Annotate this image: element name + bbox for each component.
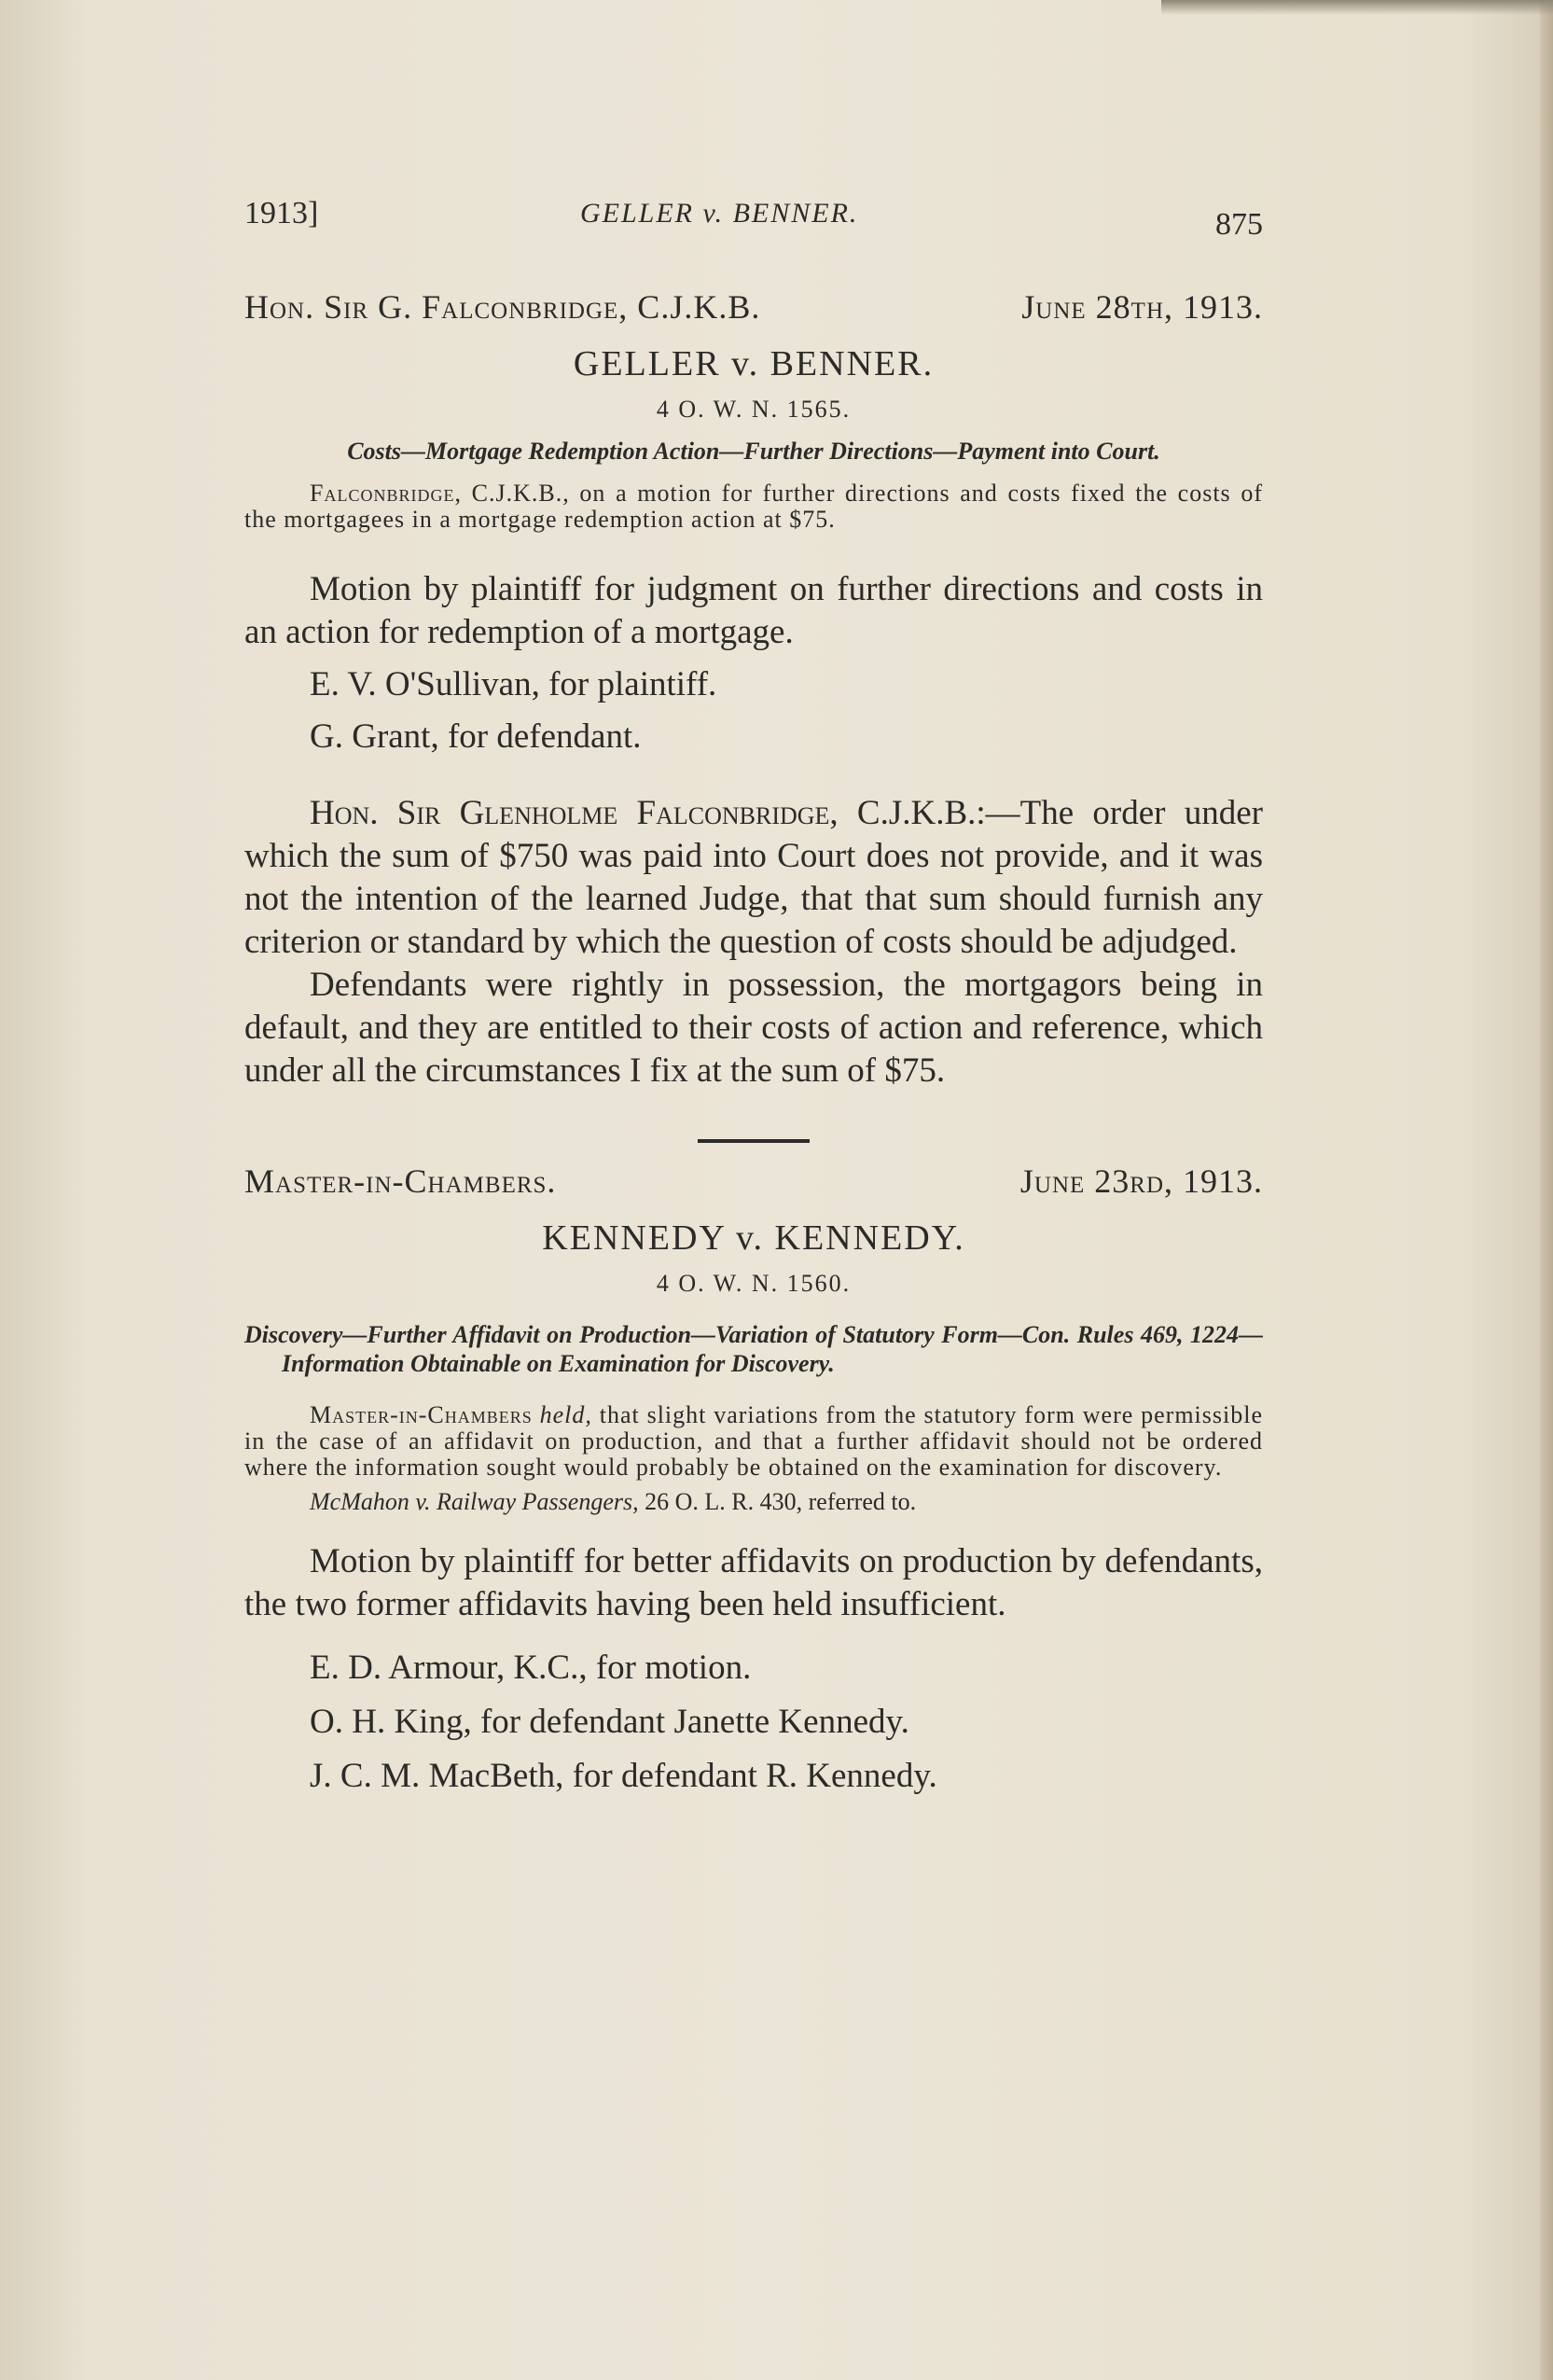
case1-subject: Costs—Mortgage Redemption Action—Further Directions—Payment into Court. bbox=[347, 438, 1160, 465]
page-number: 875 bbox=[1215, 207, 1263, 242]
case1-date: June 28th, 1913. bbox=[1021, 288, 1263, 326]
case1-headnote bbox=[244, 480, 1263, 533]
case2-citation: 4 O. W. N. 1560. bbox=[656, 1270, 852, 1297]
running-head-year: 1913] bbox=[244, 196, 319, 230]
section-divider bbox=[698, 1139, 810, 1143]
case2-counsel-1: E. D. Armour, K.C., for motion. bbox=[310, 1649, 752, 1687]
page-content bbox=[244, 187, 1263, 1798]
case1-judgment-p2: Defendants were rightly in possession, the mortgagors being in default, and they are entitled to their costs of action and reference, which under all the circumstances I fix at the sum of $75. bbox=[244, 966, 1263, 1090]
case1-title: GELLER v. BENNER. bbox=[573, 344, 935, 383]
case2-title: KENNEDY v. KENNEDY. bbox=[542, 1218, 965, 1258]
case2-headnote-held: held, bbox=[532, 1401, 592, 1428]
case2-headnote-text: that slight variations from the statutory form were permissible in the case of an affidavit on production, and that a further affidavit should not be ordered where the information sought would probably be obtained on the examination for discovery. bbox=[244, 1401, 1263, 1481]
case2-motion: Motion by plaintiff for better affidavits on production by defendants, the two former affidavits having been held insufficient. bbox=[244, 1542, 1263, 1623]
case1-motion: Motion by plaintiff for judgment on further directions and costs in an action for redemption of a mortgage. bbox=[244, 570, 1263, 651]
page-edge-shadow bbox=[1161, 0, 1553, 15]
running-head-title: GELLER v. BENNER. bbox=[580, 198, 859, 229]
case2-subject: Discovery—Further Affidavit on Production—Variation of Statutory Form—Con. Rules 469, 1224—Information Obtainable on Examination for Discovery. bbox=[244, 1321, 1263, 1377]
case1-counsel-2: G. Grant, for defendant. bbox=[310, 717, 642, 756]
case2-date: June 23rd, 1913. bbox=[1019, 1162, 1263, 1200]
case1-judgment-text: —The order under which the sum of $750 was paid into Court does not provide, and it was not the intention of the learned Judge, that that sum should furnish any criterion or standard by which the question of costs should be adjudged. bbox=[244, 794, 1263, 961]
case1-judgment-p1 bbox=[244, 792, 1263, 964]
case2-headnote-judge: Master-in-Chambers bbox=[310, 1401, 533, 1428]
case2-counsel-2: O. H. King, for defendant Janette Kennedy. bbox=[310, 1703, 909, 1741]
case2-judge: Master-in-Chambers. bbox=[244, 1162, 557, 1200]
case1-judgment-judge: Hon. Sir Glenholme Falconbridge, C.J.K.B.: bbox=[310, 794, 986, 832]
case1-judge: Hon. Sir G. Falconbridge, C.J.K.B. bbox=[244, 288, 761, 326]
case2-reference bbox=[244, 1488, 1263, 1516]
page-edge bbox=[1540, 0, 1553, 2380]
case2-court-line bbox=[244, 1162, 1263, 1201]
case1-court-line bbox=[244, 287, 1263, 327]
case1-citation: 4 O. W. N. 1565. bbox=[656, 396, 852, 423]
case1-headnote-judge: Falconbridge, bbox=[310, 480, 462, 507]
case1-counsel-1: E. V. O'Sullivan, for plaintiff. bbox=[310, 665, 717, 703]
running-head bbox=[244, 187, 1263, 252]
case2-reference-rest: 26 O. L. R. 430, referred to. bbox=[638, 1488, 917, 1515]
case1-headnote-text: C.J.K.B., on a motion for further directions and costs fixed the costs of the mortgagees in a mortgage redemption action at $75. bbox=[244, 480, 1263, 533]
case2-counsel-3: J. C. M. MacBeth, for defendant R. Kennedy. bbox=[310, 1757, 937, 1795]
case2-headnote bbox=[244, 1402, 1263, 1481]
case2-reference-case: McMahon v. Railway Passengers, bbox=[310, 1488, 639, 1515]
